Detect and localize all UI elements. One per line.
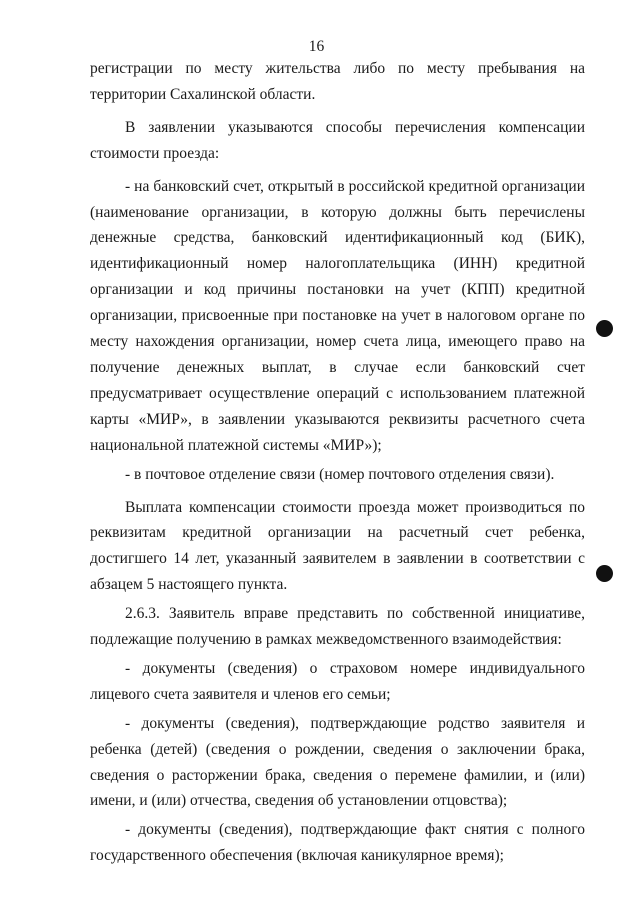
document-body [90,56,585,869]
paragraph-2-6-3: 2.6.3. Заявитель вправе представить по собственной инициативе, подлежащие получению в рамках межведомственного взаимодействия: [90,605,585,649]
page-number: 16 [308,38,325,55]
punch-hole-mark [596,320,613,337]
paragraph-state-support: - документы (сведения), подтверждающие факт снятия с полного государственного обеспечения (включая каникулярное время); [90,821,585,865]
paragraph-payment-methods: В заявлении указываются способы перечисления компенсации стоимости проезда: [90,118,585,162]
paragraph-post-office: - в почтовое отделение связи (номер почтового отделения связи). [125,465,555,483]
paragraph-child-account: Выплата компенсации стоимости проезда может производиться по реквизитам кредитной организации на расчетный счет ребенка, достигшего 14 лет, указанный заявителем в заявлении в соответствии с абзацем 5 настоящего пункта. [90,498,585,594]
punch-hole-mark [596,565,613,582]
paragraph-kinship: - документы (сведения), подтверждающие родство заявителя и ребенка (детей) (сведения о рождении, сведения о заключении брака, сведения о расторжении брака, сведения о перемене фамилии, и (или) имени, и (или) отчества, сведения об установлении отцовства); [90,714,585,810]
paragraph-registration: регистрации по месту жительства либо по месту пребывания на территории Сахалинской области. [90,60,585,103]
paragraph-snils: - документы (сведения) о страховом номере индивидуального лицевого счета заявителя и членов его семьи; [90,659,585,703]
paragraph-bank-account: - на банковский счет, открытый в российской кредитной организации (наименование организации, в которую должны быть перечислены денежные средства, банковский идентификационный код (БИК), идентификационный номер налогоплательщика (ИНН) кредитной организации и код причины постановки на учет (КПП) кредитной организации, присвоенные при постановке на учет в налоговом органе по месту нахождения организации, номер счета лица, имеющего право на получение денежных выплат, в случае если банковский счет предусматривает осуществление операций с использованием платежной карты «МИР», в заявлении указываются реквизиты расчетного счета национальной платежной системы «МИР»); [90,177,585,454]
